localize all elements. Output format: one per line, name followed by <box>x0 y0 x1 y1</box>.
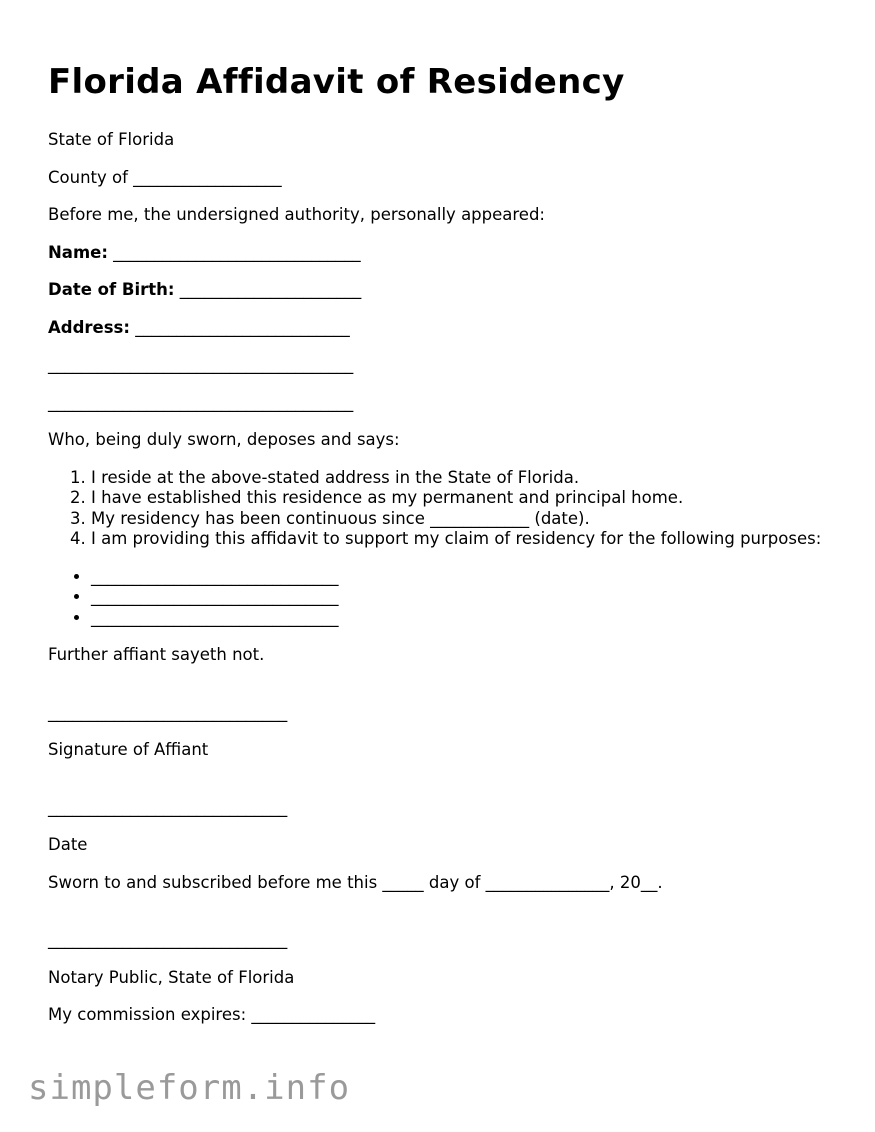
statements-list <box>48 468 838 550</box>
watermark: simpleform.info <box>28 1068 351 1108</box>
affidavit-document <box>48 58 838 1043</box>
sworn-intro: Who, being duly sworn, deposes and says: <box>48 430 400 449</box>
state-line: State of Florida <box>48 130 175 149</box>
commission-expires: My commission expires: _______________ <box>48 1005 376 1024</box>
closing-text: Further affiant sayeth not. <box>48 645 265 664</box>
statement-item: 2. I have established this residence as my permanent and principal home. <box>91 488 838 509</box>
name-label: Name: <box>48 242 108 262</box>
dob-blank: ______________________ <box>174 280 362 299</box>
notary-signature-line: _____________________________ <box>48 930 288 949</box>
purpose-item: • ______________________________ <box>91 567 838 588</box>
signature-label: Signature of Affiant <box>48 740 209 759</box>
date-line: _____________________________ <box>48 797 288 817</box>
address-label: Address: <box>48 317 130 337</box>
dob-field <box>48 280 838 300</box>
purpose-item: • ______________________________ <box>91 608 838 629</box>
intro-text: Before me, the undersigned authority, personally appeared: <box>48 205 545 224</box>
name-field <box>48 243 838 263</box>
dob-label: Date of Birth: <box>48 280 175 299</box>
date-label: Date <box>48 835 88 854</box>
signature-line: _____________________________ <box>48 702 288 722</box>
statement-item: 1. I reside at the above-stated address in the State of Florida. <box>91 468 838 489</box>
address-field <box>48 318 838 338</box>
purposes-list <box>48 567 838 629</box>
address-blank: __________________________ <box>129 317 350 337</box>
name-blank: ______________________________ <box>107 242 361 262</box>
address-line-3: _____________________________________ <box>48 392 354 412</box>
purpose-item: • ______________________________ <box>91 587 838 608</box>
notary-label: Notary Public, State of Florida <box>48 967 295 987</box>
notary-statement: Sworn to and subscribed before me this _____ day of _______________, 20__. <box>48 872 663 892</box>
county-line: County of __________________ <box>48 167 282 187</box>
statement-item: 4. I am providing this affidavit to support my claim of residency for the following purposes: <box>91 529 838 550</box>
statement-item: 3. My residency has been continuous since ____________ (date). <box>91 509 838 530</box>
address-line-2: _____________________________________ <box>48 355 354 374</box>
document-title: Florida Affidavit of Residency <box>48 62 625 102</box>
